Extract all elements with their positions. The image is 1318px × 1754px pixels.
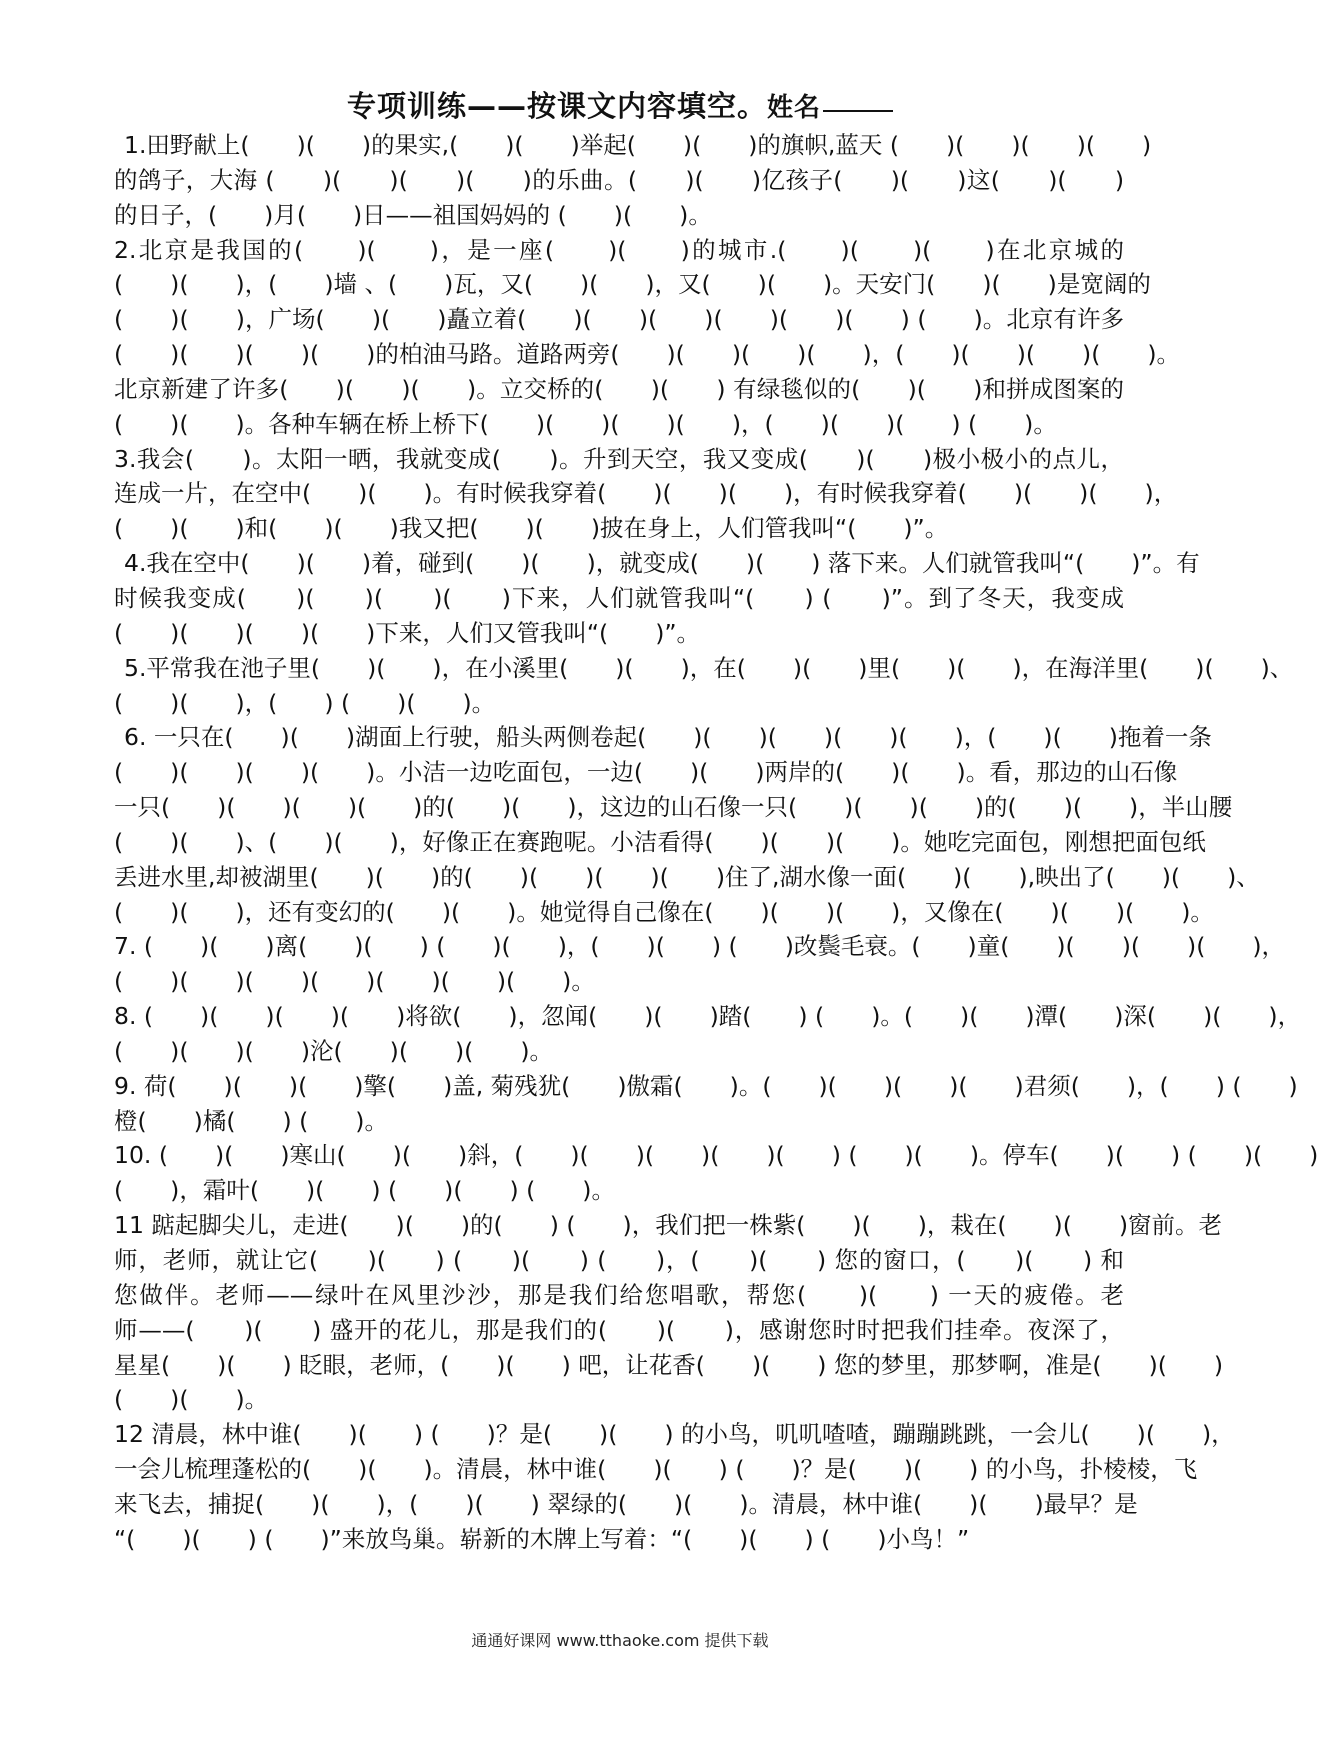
text-line: “( )( ) ( )”来放鸟巢。崭新的木牌上写着：“( )( ) ( )小鸟！” (114, 1524, 970, 1553)
text-line: 5.平常我在池子里( )( )，在小溪里( )( )，在( )( )里( )( )，在海洋里( )( )、 (124, 653, 1294, 682)
text-line: 您做伴。老师——绿叶在风里沙沙，那是我们给您唱歌，帮您( )( ) 一天的疲倦。老 (114, 1280, 1124, 1309)
text-line: ( )( )和( )( )我又把( )( )披在身上，人们管我叫“( )”。 (114, 514, 949, 543)
text-line: ( )，霜叶( )( ) ( )( ) ( )。 (114, 1176, 615, 1205)
text-line: 丢进水里,却被湖里( )( )的( )( )( )( )住了,湖水像一面( )( ),映出了( )( )、 (114, 862, 1260, 891)
footer-credit: 通通好课网 www.tthaoke.com 提供下载 (471, 1631, 769, 1650)
text-line: ( )( )，( )墙 、( )瓦，又( )( )，又( )( )。天安门( )( )是宽阔的 (114, 270, 1151, 299)
text-line: 一会儿梳理蓬松的( )( )。清晨，林中谁( )( ) ( )？是( )( ) 的小鸟，扑棱棱，飞 (114, 1455, 1198, 1484)
text-line: 时候我变成( )( )( )( )下来，人们就管我叫“( ) ( )”。到了冬天，我变成 (114, 583, 1124, 612)
text-line: 9. 荷( )( )( )擎( )盖, 菊残犹( )傲霜( )。( )( )( )( )君须( )，( ) ( ) (114, 1071, 1298, 1100)
text-line: 6. 一只在( )( )湖面上行驶，船头两侧卷起( )( )( )( )( )，( )( )拖着一条 (124, 723, 1212, 752)
fill-in-content (114, 128, 1318, 1557)
text-line: 3.我会( )。太阳一晒，我就变成( )。升到天空，我又变成( )( )极小极小的点儿， (114, 444, 1124, 473)
text-line: ( )( )，还有变幻的( )( )。她觉得自己像在( )( )( )，又像在( )( )( )。 (114, 897, 1214, 926)
text-line: 2.北京是我国的( )( )，是一座( )( )的城市.( )( )( )在北京城的 (114, 235, 1124, 264)
text-line: ( )( )( )( )。小洁一边吃面包，一边( )( )两岸的( )( )。看，那边的山石像 (114, 758, 1178, 787)
text-line: 10. ( )( )寒山( )( )斜，( )( )( )( )( ) ( )( )。停车( )( ) ( )( ) (114, 1141, 1318, 1170)
text-line: 来飞去，捕捉( )( )，( )( ) 翠绿的( )( )。清晨，林中谁( )( )最早？是 (114, 1489, 1138, 1518)
text-line: 师——( )( ) 盛开的花儿，那是我们的( )( )，感谢您时时把我们挂牵。夜深了， (114, 1315, 1124, 1344)
text-line: ( )( )、( )( )，好像正在赛跑呢。小洁看得( )( )( )。她吃完面包，刚想把面包纸 (114, 827, 1206, 856)
text-line: ( )( )( )( )的柏油马路。道路两旁( )( )( )( )，( )( )( )( )。 (114, 340, 1181, 369)
text-line: ( )( )，( ) ( )( )。 (114, 688, 496, 717)
text-line: 的鸽子，大海 ( )( )( )( )的乐曲。( )( )亿孩子( )( )这( )( ) (114, 165, 1124, 194)
text-line: ( )( )( )( )( )( )( )。 (114, 967, 595, 996)
text-line: 师，老师，就让它( )( ) ( )( ) ( )，( )( ) 您的窗口，( )( ) 和 (114, 1246, 1124, 1274)
text-line: ( )( )，广场( )( )矗立着( )( )( )( )( )( ) ( )。北京有许多 (114, 305, 1124, 334)
text-line: 12 清晨，林中谁( )( ) ( )？是( )( ) 的小鸟，叽叽喳喳，蹦蹦跳跳，一会儿( )( )， (114, 1420, 1235, 1449)
text-line: ( )( )( )沦( )( )( )。 (114, 1036, 554, 1065)
text-line: 11 踮起脚尖儿，走进( )( )的( ) ( )，我们把一株紫( )( )，栽在( )( )窗前。老 (114, 1211, 1223, 1240)
text-line: 星星( )( ) 眨眼，老师，( )( ) 吧，让花香( )( ) 您的梦里，那梦啊，准是( )( ) (114, 1350, 1224, 1379)
text-line: 一只( )( )( )( )的( )( )，这边的山石像一只( )( )( )的( )( )，半山腰 (114, 793, 1233, 822)
text-line: ( )( )。 (114, 1385, 269, 1414)
worksheet-title (0, 84, 1240, 125)
title-text: 专项训练——按课文内容填空。 (346, 89, 767, 123)
text-line: 橙( )橘( ) ( )。 (114, 1106, 388, 1135)
text-line: 1.田野献上( )( )的果实,( )( )举起( )( )的旗帜,蓝天 ( )( )( )( ) (124, 131, 1152, 159)
text-line: 7. ( )( )离( )( ) ( )( )，( )( ) ( )改鬓毛衰。( )童( )( )( )( )， (114, 932, 1286, 961)
text-line: ( )( )。各种车辆在桥上桥下( )( )( )( )，( )( )( ) ( )。 (114, 409, 1057, 438)
text-line: 连成一片，在空中( )( )。有时候我穿着( )( )( )，有时候我穿着( )( )( )， (114, 479, 1178, 508)
text-line: 的日子，( )月( )日——祖国妈妈的 ( )( )。 (114, 200, 712, 229)
name-label: 姓名 (767, 93, 822, 123)
text-line: 8. ( )( )( )( )将欲( )，忽闻( )( )踏( ) ( )。( )( )潭( )深( )( )， (114, 1002, 1302, 1031)
name-blank-line[interactable] (823, 110, 893, 112)
text-line: 4.我在空中( )( )着，碰到( )( )，就变成( )( ) 落下来。人们就管我叫“( )”。有 (124, 549, 1200, 578)
text-line: 北京新建了许多( )( )( )。立交桥的( )( ) 有绿毯似的( )( )和拼成图案的 (114, 374, 1124, 403)
text-line: ( )( )( )( )下来，人们又管我叫“( )”。 (114, 618, 701, 647)
